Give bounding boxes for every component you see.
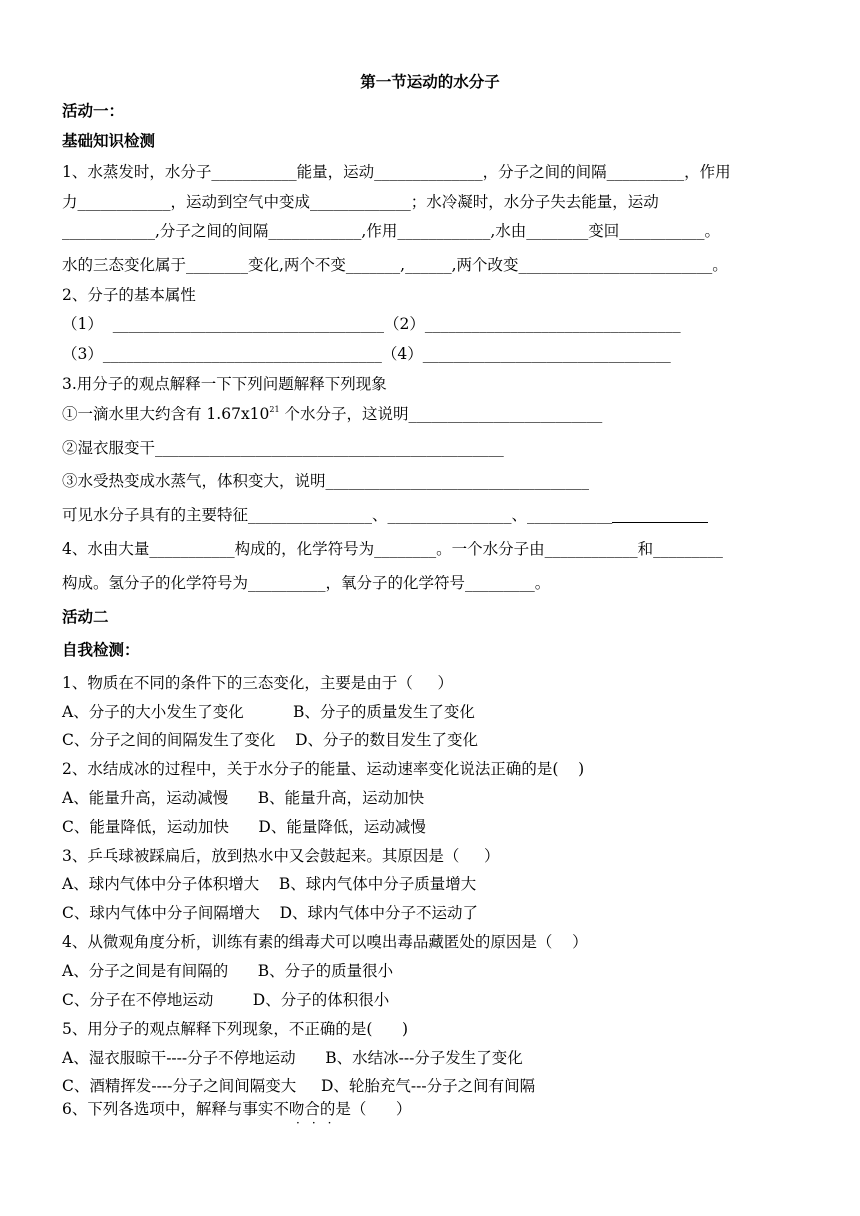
page-title: 第一节运动的水分子 [360, 72, 500, 91]
answer-blank-line [612, 508, 708, 523]
q4-line2: 构成。氢分子的化学符号为__________，氧分子的化学符号_________。 [62, 574, 551, 592]
question-5-options-ab: A、湿衣服晾干----分子不停地运动 B、水结冰---分子发生了变化 [62, 1049, 523, 1067]
activity1-subheading: 基础知识检测 [62, 132, 156, 150]
q4-line1: 4、水由大量___________构成的，化学符号为________。一个水分子由____________和_________ [62, 540, 723, 558]
question-1-options-cd: C、分子之间的间隔发生了变化 D、分子的数目发生了变化 [62, 731, 478, 749]
exponent: 21 [269, 405, 280, 414]
q1-line1: 1、水蒸发时，水分子___________能量，运动______________，分子之间的间隔__________，作用 [62, 163, 731, 181]
activity2-heading: 活动二 [62, 608, 109, 626]
q3-item-a-post: 个水分子，这说明_________________________ [279, 405, 603, 423]
question-6-stem: 6、下列各选项中，解释与事实不吻合的是（ ） [62, 1100, 412, 1118]
activity2-subheading: 自我检测： [62, 641, 140, 659]
q3-item-a-pre: ①一滴水里大约含有 1.67x10 [62, 405, 270, 423]
q3-item-c: ③水受热变成水蒸气，体积变大，说明__________________________________ [62, 472, 590, 490]
question-1-stem: 1、物质在不同的条件下的三态变化，主要是由于（ ） [62, 674, 453, 692]
question-4-stem: 4、从微观角度分析，训练有素的缉毒犬可以嗅出毒品藏匿处的原因是（ ） [62, 933, 588, 951]
q3-summary-text: 可见水分子具有的主要特征________________、________________、___________ [62, 506, 613, 524]
question-1-options-ab: A、分子的大小发生了变化 B、分子的质量发生了变化 [62, 703, 475, 721]
question-2-stem: 2、水结成冰的过程中，关于水分子的能量、运动速率变化说法正确的是( ) [62, 760, 585, 778]
question-2-options-cd: C、能量降低，运动加快 D、能量降低，运动减慢 [62, 818, 426, 836]
question-5-stem: 5、用分子的观点解释下列现象，不正确的是( ) [62, 1020, 409, 1038]
q3-heading: 3.用分子的观点解释一下下列问题解释下列现象 [62, 375, 387, 393]
question-3-options-ab: A、球内气体中分子体积增大 B、球内气体中分子质量增大 [62, 875, 477, 893]
activity1-heading: 活动一： [62, 102, 125, 120]
question-4-options-cd: C、分子在不停地运动 D、分子的体积很小 [62, 991, 390, 1009]
q1-line4: 水的三态变化属于________变化,两个不变_______,______,两个改变_________________________。 [62, 256, 728, 274]
q2-line2: （3）____________________________________（4）________________________________ [62, 345, 671, 363]
q1-line3: ____________,分子之间的间隔____________,作用____________,水由________变回___________。 [62, 222, 721, 240]
question-5-options-cd: C、酒精挥发----分子之间间隔变大 D、轮胎充气---分子之间有间隔 [62, 1077, 536, 1095]
question-3-stem: 3、乒乓球被踩扁后，放到热水中又会鼓起来。其原因是（ ） [62, 847, 500, 865]
emphasis-dots: ··· [296, 1116, 344, 1130]
q2-line1: （1） ___________________________________（2）_________________________________ [62, 315, 681, 333]
q3-summary [62, 505, 708, 525]
q3-item-b: ②湿衣服变干_____________________________________________ [62, 439, 504, 457]
q1-line2: 力____________，运动到空气中变成_____________；水冷凝时，水分子失去能量，运动 [62, 193, 659, 211]
q2-heading: 2、分子的基本属性 [62, 286, 196, 304]
question-2-options-ab: A、能量升高，运动减慢 B、能量升高，运动加快 [62, 789, 425, 807]
question-4-options-ab: A、分子之间是有间隔的 B、分子的质量很小 [62, 962, 394, 980]
q3-item-a [62, 404, 602, 424]
question-3-options-cd: C、球内气体中分子间隔增大 D、球内气体中分子不运动了 [62, 904, 478, 922]
